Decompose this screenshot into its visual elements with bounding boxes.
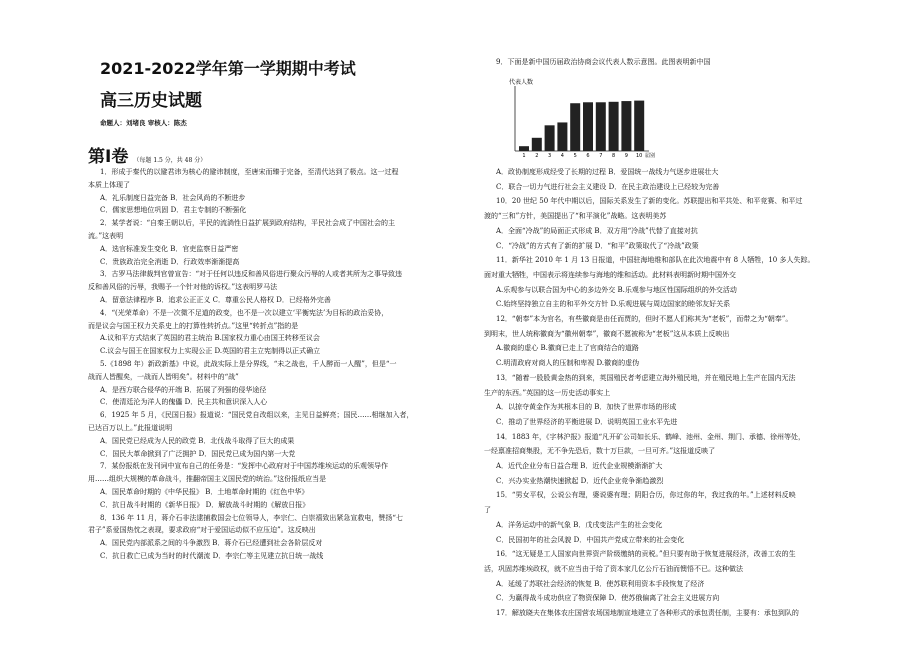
question-line: 反和善风俗的污辱，我赐予一个针对他的诉权。”这表明罗马法 xyxy=(88,283,278,292)
bar-9 xyxy=(621,101,631,151)
section-note: （每题 1.5 分，共 48 分） xyxy=(133,157,207,164)
question-line: 流。”这表明 xyxy=(88,232,124,240)
question-line: 本质上体现了 xyxy=(88,180,130,189)
chart-title: 代表人数 xyxy=(509,79,534,86)
question-line: C．抗日战斗时期的《新华日报》 D．解放战斗时期的《解放日报》 xyxy=(100,500,310,509)
question-line: 16．“这无疑是工人国家向世界资产阶级缴纳的贡税。”但只要有助于恢复进展经济，改善工农的生 xyxy=(496,550,796,559)
question-line: A．政协制度形成经受了长期的过程 B．爱国统一战线力气逐步进展壮大 xyxy=(496,168,719,176)
question-line: A.议和平方式结束了英国的君主统治 B.国家权力重心由国王转移至议会 xyxy=(100,334,320,343)
x-tick-label: 1 xyxy=(522,153,526,159)
question-line: 17．解放晓夫在集体农庄国营农场国地制宣地建立了各种形式的承包责任制，主要有：承包到队的 xyxy=(496,609,799,617)
question-line: A．留意法律程序 B．追求公正正义 C．尊重公民人格权 D．已经格外完善 xyxy=(100,296,331,304)
question-line: A．是西方联合侵华的开端 B．拓展了列强的侵华途径 xyxy=(100,385,267,394)
question-line: 已达百万以上。”此报道说明 xyxy=(88,424,173,432)
question-line: 4．“(光荣革命）不是一次微不足道的政变，也不是一次以建立‘平衡宪法’为目标的政治妥协， xyxy=(100,308,389,317)
question-line: C．兴办实业热潮快速掀起 D．近代企业竞争渐趋激烈 xyxy=(496,476,664,485)
question-line: 了 xyxy=(484,506,491,515)
question-line: C．民国初年的社会风貌 D．中国共产党成立带来的社会变化 xyxy=(496,535,685,544)
question-line: C．贵族政治完全消逝 D．行政效率渐渐提高 xyxy=(100,257,240,266)
delegates-bar-chart xyxy=(507,76,657,160)
bar-7 xyxy=(596,102,606,151)
bar-2 xyxy=(532,138,542,151)
x-tick-label: 5 xyxy=(573,153,577,159)
bar-6 xyxy=(583,102,593,151)
question-line: 君子”系爱国热忱之表现，要求政府“对于爱国运动似不应压迫”。这反映出 xyxy=(88,526,316,535)
question-line: 一经禀准招商集股，无不争先恐后，数十万巨款，一旦可齐。”这报道反映了 xyxy=(484,447,716,456)
question-line: 14．1883 年，《字林沪报》报道“凡开矿公司如长乐、鹤峰、池州、金州、荆门、承德、徐州等处， xyxy=(496,432,806,441)
question-line: 8．136 年 11 月，蒋介石非法逮捕救国会七位领导人，李宗仁、白崇禧致出紧急宣救电，赞扬“七 xyxy=(100,513,403,522)
question-line: 渡的“三和”方针，美国提出了“和平演化”战略。这表明美苏 xyxy=(484,212,667,221)
question-line: A.乐观参与以联合国为中心的多边外交 B.乐观参与地区性国际组织的外交活动 xyxy=(496,285,737,294)
chart-xlabel: 届别 xyxy=(645,153,656,159)
x-tick-label: 3 xyxy=(548,153,552,159)
section-heading xyxy=(88,142,206,167)
x-tick-label: 9 xyxy=(624,153,628,159)
question-line: C．儒家思想地位巩固 D．君主专制的不断强化 xyxy=(100,206,247,215)
x-tick-label: 7 xyxy=(599,153,603,159)
question-line: A．礼乐制度日益完备 B．社会风尚的不断进步 xyxy=(100,193,246,202)
question-line: A．以掠夺黄金作为其根本目的 B．加快了世界市场的形成 xyxy=(496,403,677,412)
question-line: 1．形成于秦代的以避君讳为核心的避讳制度，至唐宋而臻于完备，至清代达到了极点。这一过程 xyxy=(100,168,399,176)
question-line: 10．20 世纪 50 年代中期以后，国际关系发生了新的变化。苏联提出和平共处、和平竞赛、和平过 xyxy=(496,197,803,206)
question-line: 9．下面是新中国历届政治协商会议代表人数示意图。此图表明新中国 xyxy=(496,58,711,66)
x-tick-label: 10 xyxy=(636,153,643,159)
question-line: 2．某学者说：“自秦王朝以后，平民的流淌性日益扩展到政府结构，平民社会成了中国社会的主 xyxy=(100,219,396,228)
question-line: C.始终坚持独立自主的和平外交方针 D.乐观进展与周边国家的睦邻友好关系 xyxy=(496,300,731,309)
bar-3 xyxy=(545,125,555,151)
question-line: C．抗日救亡已成为当时的时代潮流 D．李宗仁等主见建立抗日统一战线 xyxy=(100,552,324,560)
x-tick-label: 6 xyxy=(586,153,590,159)
question-line: 面对重大牺牲，中国表示将连续参与海地的维和活动。此材料表明新时期中国外交 xyxy=(484,270,736,279)
question-line: 活，巩固苏维埃政权，就不应当由于给了资本家几亿公斤石油而懊悟不已。这种做法 xyxy=(484,564,743,573)
question-line: C．“冷战”的方式有了新的扩展 D．“和平”政策取代了“冷战”政策 xyxy=(496,241,699,250)
question-line: 11．新华社 2010 年 1 月 13 日报道，中国驻海地维和部队在此次地震中有 8 人牺牲，10 多人失踪。 xyxy=(496,256,815,265)
question-line: C.明清政府对商人的压制和卑视 D.徽商的虚伪 xyxy=(496,359,640,368)
question-line: 7．某份报纸在发刊词中宣布自己的任务是：“发挥中心政府对于中国苏维埃运动的乐观领导作 xyxy=(100,462,389,471)
question-line: C．为赢得战斗成功供应了物资保障 D．使苏俄偏离了社会主义进展方向 xyxy=(496,594,720,603)
question-line: 用……组织大规模的革命战斗，推翻帝国主义国民党的统治。”这份报纸应当是 xyxy=(88,475,327,484)
question-line: 5.《1898 年）新政新基》中说，此战实际上是分界线，“未之战也，千人醉而一人醒”，但是“一 xyxy=(100,360,397,368)
question-line: C．推动了世界经济的平衡进展 D．说明英国工业水平先进 xyxy=(496,417,678,426)
bar-1 xyxy=(519,146,529,151)
question-line: 生产的东西。”英国的这一历史活动事实上 xyxy=(484,388,611,397)
question-line: C．国民大革命掀到了广泛拥护 D．国民党已成为国内第一大党 xyxy=(100,449,296,458)
question-line: 战而人皆醒矣，一战而人皆明矣”。材料中的“战” xyxy=(88,372,239,381)
question-line: C．使清廷沦为洋人的傀儡 D．民主共和意识深入人心 xyxy=(100,398,268,407)
question-line: C．联合一切力气进行社会主义建设 D．在民主政治建设上已经较为完善 xyxy=(496,182,720,191)
question-line: A．选官标准发生变化 B．官吏监察日益严密 xyxy=(100,244,239,253)
question-line: 到明末，世人统称徽商为“徽州朝奉”，徽商不愿被称为“老板”这从本质上反映出 xyxy=(484,329,730,338)
question-line: 6．1925 年 5 月，《民国日报》报道说：“国民党自改组以来，主见日益鲜亮；国民……相继加入者， xyxy=(100,411,414,420)
x-tick-label: 8 xyxy=(612,153,616,159)
question-line: 而是议会与国王权力关系史上的打算性转折点。”这里“转折点”指的是 xyxy=(88,321,299,330)
x-tick-label: 2 xyxy=(535,153,539,159)
section-label: 第Ⅰ卷 xyxy=(88,147,129,167)
bar-8 xyxy=(609,102,619,151)
question-line: A．全面“冷战”的局面正式形成 B．双方用“冷战”代替了直接对抗 xyxy=(496,226,698,235)
x-tick-label: 4 xyxy=(560,153,564,159)
bar-4 xyxy=(557,122,567,151)
question-line: 12．“朝奉”本为官名，有些徽商是由任而贾的，但时不愿人们称其为“老板”，而带之为“朝奉”。 xyxy=(496,315,793,323)
exam-subtitle: 高三历史试题 xyxy=(100,91,202,111)
question-line: A．延缓了苏联社会经济的恢复 B．使苏联利用资本手段恢复了经济 xyxy=(496,579,705,588)
question-line: A.徽商的虚心 B.徽商已走上了官商结合的道路 xyxy=(496,344,639,353)
question-line: A．洋务运动中的新气象 B．戊戌变法产生的社会变化 xyxy=(496,520,663,529)
exam-title: 2021-2022学年第一学期期中考试 xyxy=(100,59,356,78)
question-line: 13．“随着一股股黄金热的到来，英国殖民者考虑建立海外殖民地，并在殖民地上生产在国内无法 xyxy=(496,373,796,382)
question-line: C.议会与国王在国家权力上实现公正 D.英国的君主立宪制得以正式确立 xyxy=(100,347,321,356)
authors: 命题人：刘堵良 审核人：陈杰 xyxy=(100,119,187,127)
question-line: A．国民革命时期的《中华民报》 B．土地革命时期的《红色中华》 xyxy=(100,488,309,496)
question-line: A．国民党内部派系之间的斗争激烈 B．蒋介石已经遭到社会各阶层反对 xyxy=(100,539,323,548)
question-line: A．国民党已经成为人民的政党 B．北伐战斗取得了巨大的成果 xyxy=(100,436,295,445)
question-line: A．近代企业分布日益合理 B．近代企业规模渐渐扩大 xyxy=(496,462,663,470)
bar-10 xyxy=(634,101,644,151)
question-line: 15．“男女平权，公说公有理，婆说婆有理；阴阳合历，你过你的年，我过我的年。”上述材料反映 xyxy=(496,491,796,500)
bar-5 xyxy=(570,103,580,151)
question-line: 3．古罗马法律裁判官曾宣告：“对于任何以违反和善风俗进行聚众污辱的人或者其所为之事导致违 xyxy=(100,270,403,279)
